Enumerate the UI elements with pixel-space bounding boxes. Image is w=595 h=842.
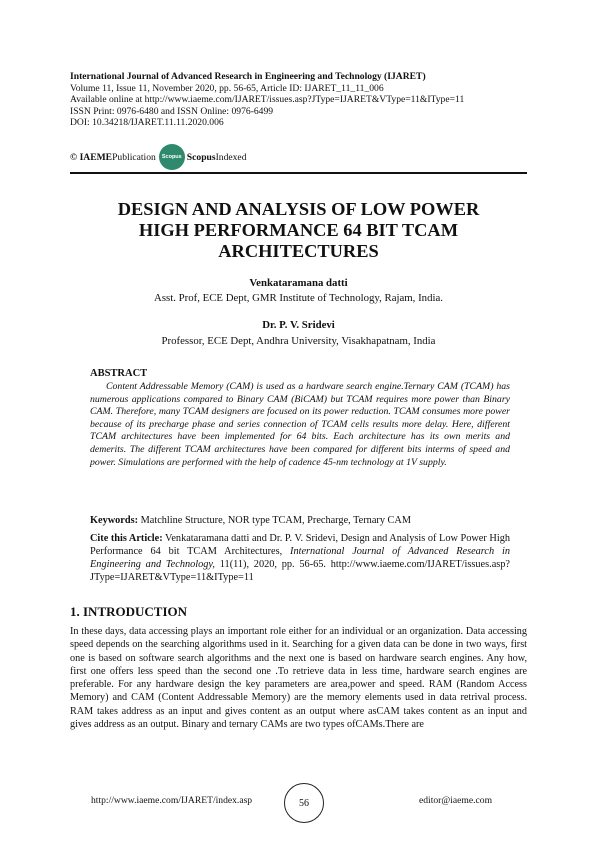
cite-label: Cite this Article: bbox=[90, 533, 163, 544]
publisher-name: © IAEME bbox=[70, 151, 113, 163]
author-affiliation-1: Asst. Prof, ECE Dept, GMR Institute of Technology, Rajam, India. bbox=[154, 292, 443, 304]
doi-line: DOI: 10.34218/IJARET.11.11.2020.006 bbox=[70, 117, 224, 128]
abstract-text: Content Addressable Memory (CAM) is used as a hardware search engine.Ternary CAM (TCAM) has numerous applications compared to Binary CAM (BiCAM) but TCAM requires more power than Binary CAM. Therefore, many TCAM designers are focused on its power reduction. TCAM consumes more power because of its precharge phase and series connection of TCAM cells results more delay. Here, different TCAM architectures have been implemented for 64 bits. Each architecture has its own merits and demerits. The different TCAM architectures have been compared for different bits interms of speed and power. Simulations are performed with the help of cadence 45-nm technology at 1V supply. bbox=[90, 381, 510, 468]
citation bbox=[90, 532, 510, 584]
author-name-2: Dr. P. V. Sridevi bbox=[262, 319, 335, 331]
title-line: DESIGN AND ANALYSIS OF LOW POWER bbox=[117, 199, 480, 219]
scopus-logo-icon: Scopus bbox=[159, 144, 185, 170]
author-name-1: Venkataramana datti bbox=[249, 277, 348, 289]
volume-line: Volume 11, Issue 11, November 2020, pp. 56-65, Article ID: IJARET_11_11_006 bbox=[70, 82, 384, 94]
journal-header bbox=[70, 71, 530, 129]
paper-title bbox=[70, 199, 527, 262]
keywords-text: Matchline Structure, NOR type TCAM, Precharge, Ternary CAM bbox=[138, 515, 411, 526]
cite-journal: International Journal of Advanced Research in Engineering and Technology, bbox=[90, 546, 510, 570]
footer-url-link[interactable]: http://www.iaeme.com/IJARET/index.asp bbox=[91, 795, 253, 806]
journal-title: International Journal of Advanced Research in Engineering and Technology (IJARET) bbox=[70, 71, 426, 82]
introduction-text: In these days, data accessing plays an important role either for an individual or an organization. Data accessing speed depends on the searching algorithms used in it. Searching for a given data can be done in two ways, first one is based on software search algorithms and the next one is based on hardware search engines. Any how, first one offers less speed than the second one .To retrieve data in less time, hardware search engines are preferable. For any hardware design the key parameters are area,power and speed. RAM (Random Access Memory) and CAM (Content Addressable Memory) are the memory elements used in data retrival process. RAM takes address as an input and gives content as an output where asCAM takes content as an input and gives address as an output. Binary and ternary CAMs are two types ofCAMs.There are bbox=[70, 626, 527, 731]
header-divider bbox=[70, 172, 527, 174]
publication-text: Publication bbox=[112, 151, 156, 163]
publisher-row bbox=[70, 143, 247, 171]
abstract-heading: ABSTRACT bbox=[90, 368, 148, 379]
keywords-label: Keywords: bbox=[90, 515, 139, 526]
cite-text: Venkataramana datti and Dr. P. V. Sridevi, Design and Analysis of Low Power High Performance 64 bit TCAM Architectures, bbox=[90, 533, 510, 557]
indexed-text: Indexed bbox=[215, 151, 247, 163]
cite-url-link[interactable]: http://www.iaeme.com/IJARET/issues.asp?JType=IJARET&VType=11&IType=11 bbox=[90, 559, 510, 583]
available-online-line: Available online at http://www.iaeme.com/IJARET/issues.asp?JType=IJARET&VType=11&IType=11 bbox=[70, 94, 465, 105]
issn-line: ISSN Print: 0976-6480 and ISSN Online: 0976-6499 bbox=[70, 105, 274, 117]
introduction-heading: 1. INTRODUCTION bbox=[70, 604, 188, 619]
title-line: ARCHITECTURES bbox=[218, 241, 379, 261]
title-line: HIGH PERFORMANCE 64 BIT TCAM bbox=[138, 220, 459, 240]
page-number: 56 bbox=[284, 783, 324, 823]
footer-email-link[interactable]: editor@iaeme.com bbox=[419, 795, 493, 806]
scopus-text: Scopus bbox=[186, 151, 216, 163]
keywords bbox=[90, 514, 510, 527]
cite-text-volume: 11(11), 2020, pp. 56-65. bbox=[215, 559, 326, 570]
author-affiliation-2: Professor, ECE Dept, Andhra University, Visakhapatnam, India bbox=[161, 335, 436, 347]
